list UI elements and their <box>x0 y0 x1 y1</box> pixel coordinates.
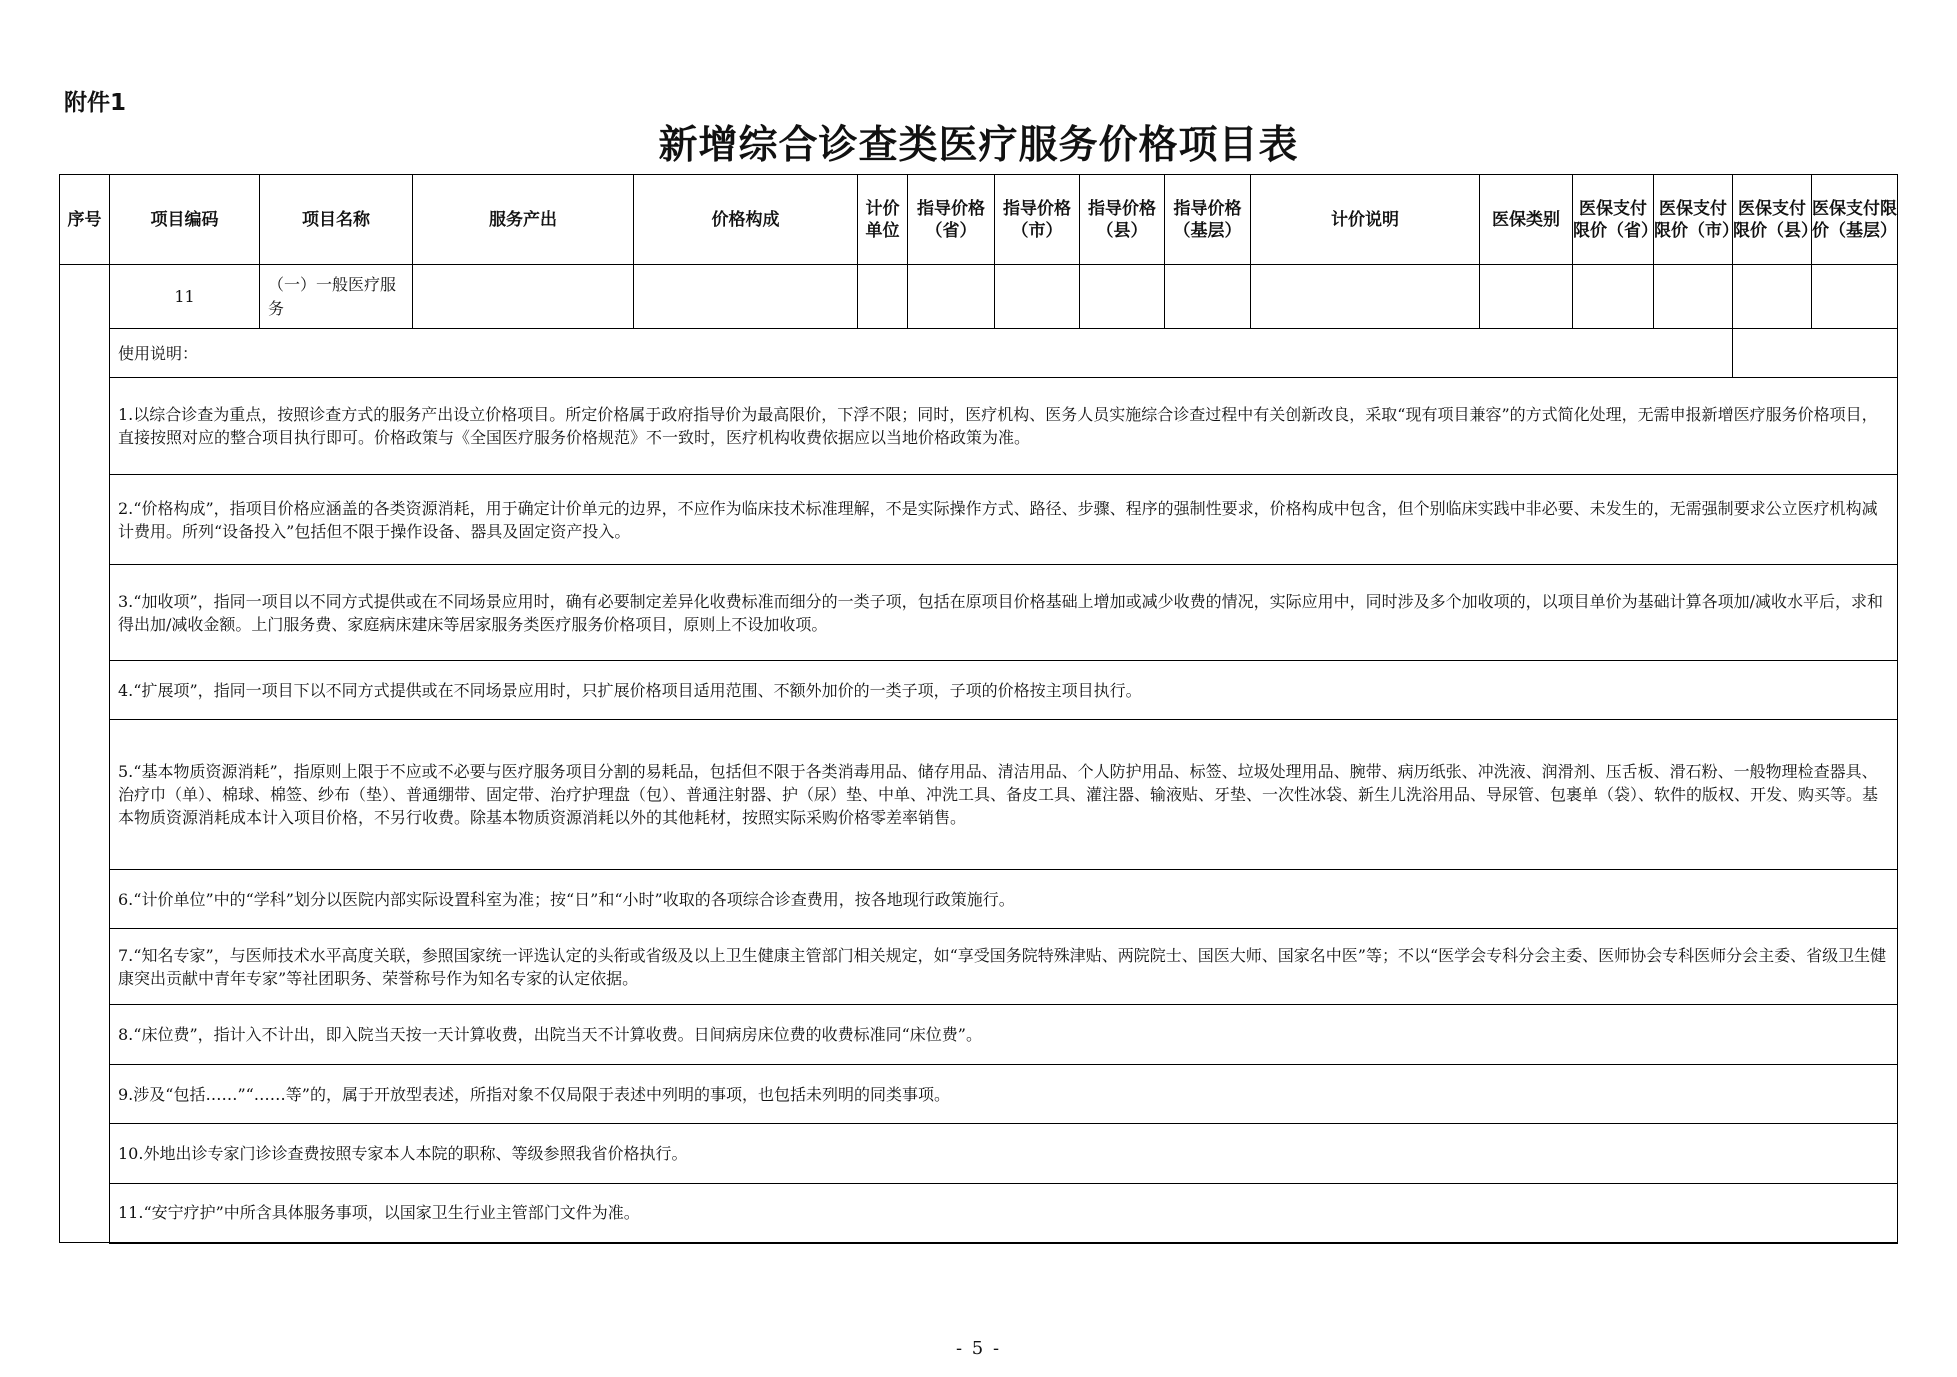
note-4: 4.“扩展项”，指同一项目下以不同方式提供或在不同场景应用时，只扩展价格项目适用范围、不额外加价的一类子项，子项的价格按主项目执行。 <box>110 661 1898 720</box>
header-row <box>60 175 1898 265</box>
note-row <box>60 661 1898 720</box>
row-guide-province <box>908 265 995 329</box>
note-row <box>60 720 1898 870</box>
note-10: 10.外地出诊专家门诊诊查费按照专家本人本院的职称、等级参照我省价格执行。 <box>110 1124 1898 1184</box>
usage-row <box>60 329 1898 378</box>
header-composition: 价格构成 <box>634 175 858 265</box>
header-ins-limit-basic: 医保支付限价（基层） <box>1812 175 1898 265</box>
header-insurance-type: 医保类别 <box>1480 175 1573 265</box>
note-row <box>60 1184 1898 1243</box>
row-code: 11 <box>110 265 260 329</box>
row-ins-limit-city <box>1654 265 1733 329</box>
usage-label: 使用说明： <box>110 329 1733 378</box>
row-output <box>413 265 634 329</box>
usage-blank-cell <box>1733 329 1898 378</box>
header-guide-county: 指导价格（县） <box>1080 175 1165 265</box>
note-3: 3.“加收项”，指同一项目以不同方式提供或在不同场景应用时，确有必要制定差异化收费标准而细分的一类子项，包括在原项目价格基础上增加或减少收费的情况，实际应用中，同时涉及多个加收项的，以项目单价为基础计算各项加/减收水平后，求和得出加/减收金额。上门服务费、家庭病床建床等居家服务类医疗服务价格项目，原则上不设加收项。 <box>110 565 1898 661</box>
header-code: 项目编码 <box>110 175 260 265</box>
row-insurance-type <box>1480 265 1573 329</box>
header-guide-basic: 指导价格（基层） <box>1165 175 1251 265</box>
note-1: 1.以综合诊查为重点，按照诊查方式的服务产出设立价格项目。所定价格属于政府指导价为最高限价，下浮不限；同时，医疗机构、医务人员实施综合诊查过程中有关创新改良，采取“现有项目兼容”的方式简化处理，无需申报新增医疗服务价格项目，直接按照对应的整合项目执行即可。价格政策与《全国医疗服务价格规范》不一致时，医疗机构收费依据应以当地价格政策为准。 <box>110 378 1898 475</box>
header-ins-limit-county: 医保支付限价（县） <box>1733 175 1812 265</box>
note-7: 7.“知名专家”，与医师技术水平高度关联，参照国家统一评选认定的头衔或省级及以上卫生健康主管部门相关规定，如“享受国务院特殊津贴、两院院士、国医大师、国家名中医”等；不以“医学会专科分会主委、医师协会专科医师分会主委、省级卫生健康突出贡献中青年专家”等社团职务、荣誉称号作为知名专家的认定依据。 <box>110 929 1898 1005</box>
price-item-table <box>59 174 1898 1244</box>
note-5: 5.“基本物质资源消耗”，指原则上限于不应或不必要与医疗服务项目分割的易耗品，包括但不限于各类消毒用品、储存用品、清洁用品、个人防护用品、标签、垃圾处理用品、腕带、病历纸张、冲洗液、润滑剂、压舌板、滑石粉、一般物理检查器具、治疗巾（单）、棉球、棉签、纱布（垫）、普通绷带、固定带、治疗护理盘（包）、普通注射器、护（尿）垫、中单、冲洗工具、备皮工具、灌注器、输液贴、牙垫、一次性冰袋、新生儿洗浴用品、导尿管、包裹单（袋）、软件的版权、开发、购买等。基本物质资源消耗成本计入项目价格，不另行收费。除基本物质资源消耗以外的其他耗材，按照实际采购价格零差率销售。 <box>110 720 1898 870</box>
attachment-label: 附件1 <box>64 90 127 116</box>
header-ins-limit-province: 医保支付限价（省） <box>1573 175 1654 265</box>
header-pricing-note: 计价说明 <box>1251 175 1480 265</box>
row-name: （一）一般医疗服务 <box>260 265 413 329</box>
row-ins-limit-basic <box>1812 265 1898 329</box>
header-output: 服务产出 <box>413 175 634 265</box>
header-guide-province: 指导价格（省） <box>908 175 995 265</box>
row-guide-county <box>1080 265 1165 329</box>
note-row <box>60 1124 1898 1184</box>
header-guide-city: 指导价格（市） <box>995 175 1080 265</box>
note-row <box>60 475 1898 565</box>
row-ins-limit-county <box>1733 265 1812 329</box>
row-unit <box>858 265 908 329</box>
page-number: - 5 - <box>955 1338 1002 1359</box>
seq-cell <box>60 265 110 1243</box>
note-6: 6.“计价单位”中的“学科”划分以医院内部实际设置科室为准；按“日”和“小时”收取的各项综合诊查费用，按各地现行政策施行。 <box>110 870 1898 929</box>
header-name: 项目名称 <box>260 175 413 265</box>
row-guide-basic <box>1165 265 1251 329</box>
note-row <box>60 1065 1898 1124</box>
note-9: 9.涉及“包括……”“……等”的，属于开放型表述，所指对象不仅局限于表述中列明的事项，也包括未列明的同类事项。 <box>110 1065 1898 1124</box>
note-11: 11.“安宁疗护”中所含具体服务事项，以国家卫生行业主管部门文件为准。 <box>110 1184 1898 1243</box>
note-row <box>60 378 1898 475</box>
note-2: 2.“价格构成”，指项目价格应涵盖的各类资源消耗，用于确定计价单元的边界，不应作为临床技术标准理解，不是实际操作方式、路径、步骤、程序的强制性要求，价格构成中包含，但个别临床实践中非必要、未发生的，无需强制要求公立医疗机构减计费用。所列“设备投入”包括但不限于操作设备、器具及固定资产投入。 <box>110 475 1898 565</box>
note-8: 8.“床位费”，指计入不计出，即入院当天按一天计算收费，出院当天不计算收费。日间病房床位费的收费标准同“床位费”。 <box>110 1005 1898 1065</box>
row-pricing-note <box>1251 265 1480 329</box>
note-row <box>60 870 1898 929</box>
page-title: 新增综合诊查类医疗服务价格项目表 <box>658 122 1299 168</box>
note-row <box>60 1005 1898 1065</box>
header-unit: 计价单位 <box>858 175 908 265</box>
table-row <box>60 265 1898 329</box>
header-ins-limit-city: 医保支付限价（市） <box>1654 175 1733 265</box>
note-row <box>60 929 1898 1005</box>
note-row <box>60 565 1898 661</box>
row-ins-limit-province <box>1573 265 1654 329</box>
row-guide-city <box>995 265 1080 329</box>
header-seq: 序号 <box>60 175 110 265</box>
row-composition <box>634 265 858 329</box>
